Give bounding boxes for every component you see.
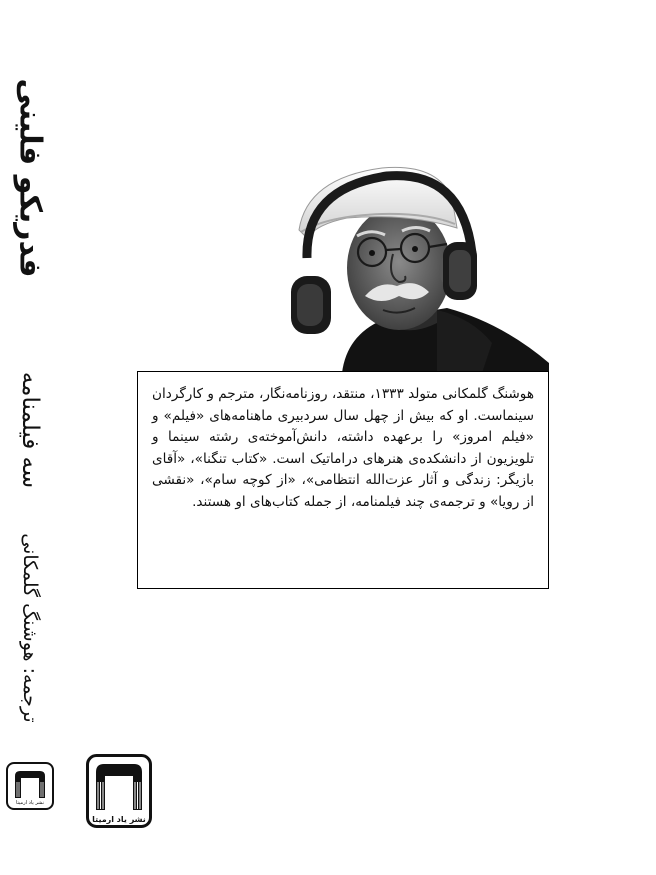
author-portrait [287, 158, 549, 373]
book-spine [0, 0, 60, 875]
biography-box [137, 371, 549, 589]
biography-text: هوشنگ گلمکانی متولد ۱۳۳۳، منتقد، روزنامه‌نگار، مترجم و کارگردان سینماست. او که بیش از چهل سال سردبیری ماهنامه‌های «فیلم» و «فیلم امروز» را برعهده داشته، دانش‌آموخته‌ی رشته سینما و تلویزیون از دانشکده‌ی هنرهای دراماتیک است. «کتاب تنگنا»، «آقای بازیگر: زندگی و آثار عزت‌الله انتظامی»، «از کوچه سام»، «نقشی از رویا» و ترجمه‌ی چند فیلمنامه، از جمله کتاب‌های او هستند. [152, 386, 534, 510]
spine-subtitle: سه فیلمنامه [17, 371, 43, 489]
spine-translator: ترجمه: هوشنگ گلمکانی [19, 533, 41, 723]
publisher-name: نشر یاد ارمیتا [92, 815, 146, 824]
spine-publisher-name: نشر یاد ارمیتا [16, 800, 44, 806]
spine-title: فدریکو فلینی [12, 78, 48, 278]
